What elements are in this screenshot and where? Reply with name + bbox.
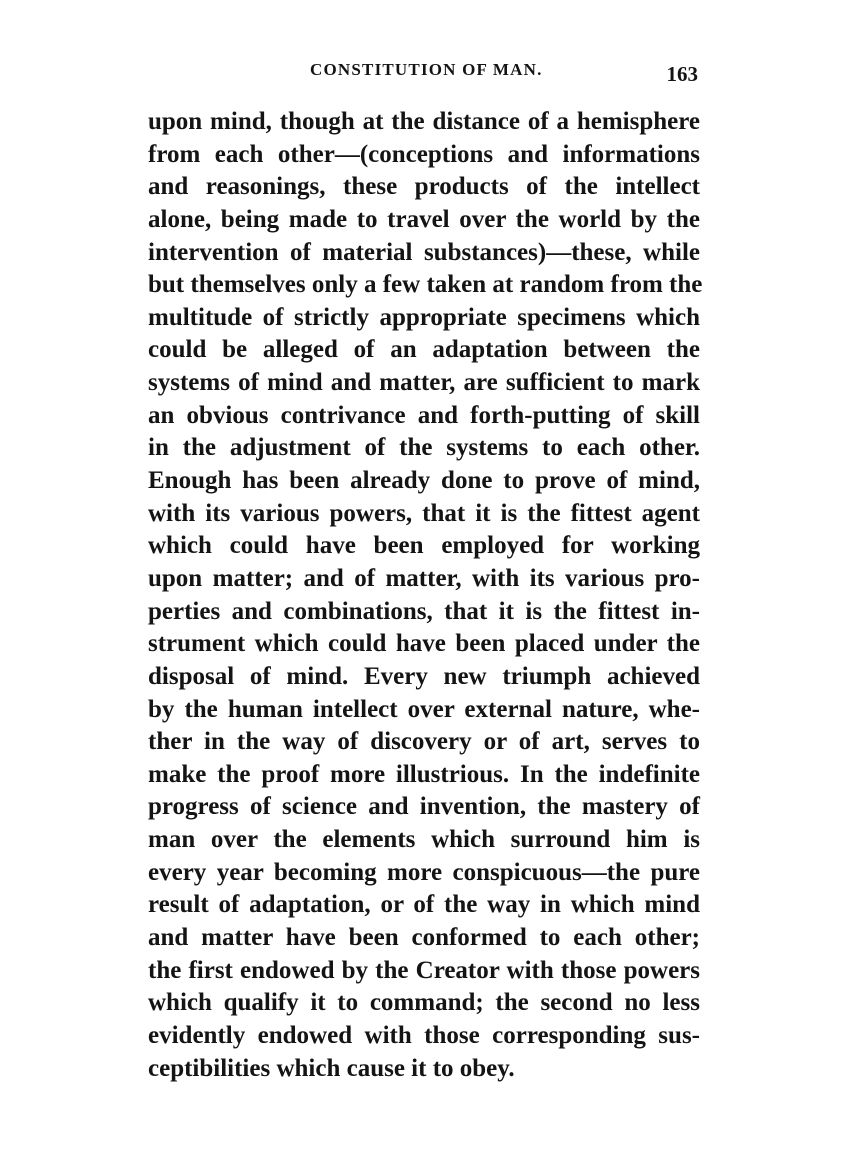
- text-line: ceptibilities which cause it to obey.: [148, 1054, 515, 1082]
- text-line: upon matter; and of matter, with its various pro-: [148, 564, 700, 592]
- text-line: every year becoming more conspicuous—the pure: [148, 858, 700, 886]
- text-line: upon mind, though at the distance of a hemisphere: [148, 108, 700, 135]
- text-line: which qualify it to command; the second no less: [148, 989, 700, 1017]
- text-line: make the proof more illustrious. In the indefinite: [148, 760, 700, 788]
- text-line: disposal of mind. Every new triumph achieved: [148, 662, 700, 690]
- text-line: strument which could have been placed under the: [148, 630, 700, 658]
- body-text: [148, 106, 703, 1085]
- text-line: progress of science and invention, the mastery of: [148, 793, 700, 821]
- text-line: in the adjustment of the systems to each other.: [148, 434, 700, 462]
- text-line: man over the elements which surround him is: [148, 826, 700, 854]
- text-line: from each other—(conceptions and informations: [148, 140, 700, 168]
- text-line: with its various powers, that it is the fittest agent: [148, 499, 700, 527]
- text-line: by the human intellect over external nature, whe-: [148, 695, 700, 723]
- text-line: and matter have been conformed to each other;: [148, 924, 700, 952]
- text-line: which could have been employed for working: [148, 532, 700, 560]
- text-line: the first endowed by the Creator with those powers: [148, 956, 700, 984]
- text-line: Enough has been already done to prove of mind,: [148, 467, 700, 495]
- page-number: 163: [666, 62, 698, 86]
- text-line: ther in the way of discovery or of art, serves to: [148, 728, 700, 756]
- text-line: multitude of strictly appropriate specimens which: [148, 303, 700, 331]
- text-line: perties and combinations, that it is the fittest in-: [148, 597, 700, 625]
- text-line: and reasonings, these products of the intellect: [148, 173, 700, 201]
- text-line: could be alleged of an adaptation between the: [148, 336, 700, 364]
- text-line: an obvious contrivance and forth-putting of skill: [148, 401, 700, 429]
- text-line: systems of mind and matter, are sufficient to mark: [148, 369, 700, 397]
- text-line: but themselves only a few taken at random from the: [148, 271, 703, 299]
- text-line: alone, being made to travel over the world by the: [148, 205, 700, 233]
- text-line: intervention of material substances)—these, while: [148, 238, 700, 266]
- text-line: result of adaptation, or of the way in which mind: [148, 891, 700, 919]
- text-line: evidently endowed with those corresponding sus-: [148, 1021, 700, 1049]
- running-title: CONSTITUTION OF MAN.: [310, 60, 543, 79]
